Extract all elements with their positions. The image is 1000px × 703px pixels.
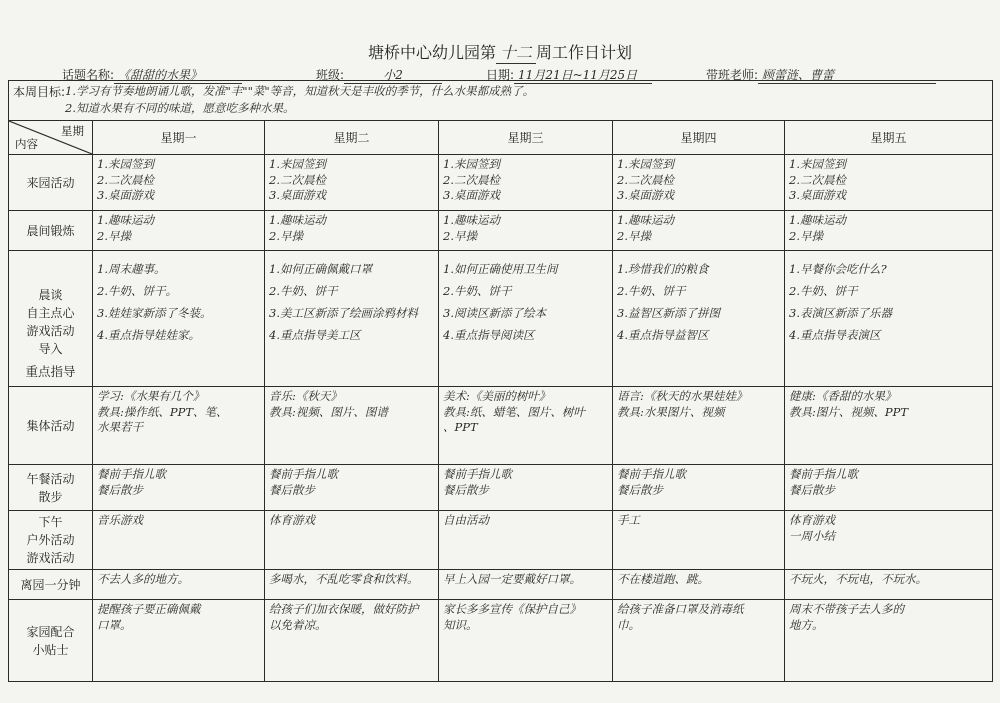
cell-line: 教具:操作纸、PPT、笔、 xyxy=(97,404,228,419)
row-afternoon-outdoor xyxy=(9,511,993,570)
cell-line: 地方。 xyxy=(789,617,824,632)
cell-line: 教具:纸、蜡笔、图片、树叶 xyxy=(443,404,585,419)
cell-group-activity-day4 xyxy=(613,387,785,465)
cell-line: 餐后散步 xyxy=(617,482,663,497)
cell-line: 巾。 xyxy=(617,617,640,632)
cell-line: 3.美工区新添了绘画涂鸦材料 xyxy=(269,305,418,320)
cell-line: 餐前手指儿歌 xyxy=(617,467,686,481)
day-header-3: 星期三 xyxy=(439,121,613,155)
cell-line: 、PPT xyxy=(443,420,478,435)
cell-line: 语言:《秋天的水果娃娃》 xyxy=(617,389,748,403)
weekly-goal-line-1: 1.学习有节奏地朗诵儿歌，发准"丰""菜"等音，知道秋天是丰收的季节，什么水果都成熟了。 xyxy=(65,84,535,98)
cell-line: 口罩。 xyxy=(97,617,132,632)
row-leaving xyxy=(9,570,993,600)
cell-line: 周末不带孩子去人多的 xyxy=(789,602,904,616)
cell-group-activity-day1 xyxy=(93,387,265,465)
cell-lunch-walk-day5 xyxy=(785,465,993,511)
cell-line: 4.重点指导娃娃家。 xyxy=(97,327,200,342)
cell-line: 2.早操 xyxy=(443,228,477,243)
cell-line: 一周小结 xyxy=(789,528,835,543)
cell-line: 2.牛奶、饼干。 xyxy=(97,283,177,298)
cell-line: 1.珍惜我们的粮食 xyxy=(617,262,709,276)
cell-line: 多喝水，不乱吃零食和饮料。 xyxy=(269,572,419,586)
row-label-line: 来园活动 xyxy=(26,175,75,190)
row-label-line: 户外活动 xyxy=(26,533,75,547)
cell-line: 餐后散步 xyxy=(269,482,315,497)
cell-line: 3.益智区新添了拼图 xyxy=(617,305,720,320)
class-value: 小2 xyxy=(344,66,442,84)
cell-morning-exercise-day4 xyxy=(613,211,785,251)
cell-line: 教具:水果图片、视频 xyxy=(617,404,725,419)
cell-line: 1.如何正确使用卫生间 xyxy=(443,262,558,276)
title-prefix: 塘桥中心幼儿园第 xyxy=(367,43,496,62)
weekly-goal-label: 本周目标: xyxy=(13,85,66,99)
cell-morning-talk-day4 xyxy=(613,251,785,387)
row-label-line: 游戏活动 xyxy=(26,551,75,565)
cell-lunch-walk-day3 xyxy=(439,465,613,511)
cell-line: 4.重点指导益智区 xyxy=(617,327,709,342)
cell-group-activity-day5 xyxy=(785,387,993,465)
cell-line: 2.二次晨检 xyxy=(269,172,326,187)
cell-afternoon-outdoor-day5 xyxy=(785,511,993,570)
day-header-5: 星期五 xyxy=(785,121,993,155)
cell-line: 1.来园签到 xyxy=(269,157,326,171)
cell-morning-exercise-day5 xyxy=(785,211,993,251)
cell-line: 1.来园签到 xyxy=(617,157,674,171)
row-group-activity xyxy=(9,387,993,465)
row-label-line: 小贴士 xyxy=(32,642,69,657)
cell-arrival-day3 xyxy=(439,155,613,211)
row-label-group-activity xyxy=(9,387,93,465)
corner-header-cell xyxy=(9,121,93,155)
cell-line: 3.桌面游戏 xyxy=(269,188,326,203)
row-label-line: 游戏活动 xyxy=(26,323,75,338)
cell-home-tips-day4 xyxy=(613,600,785,682)
cell-line: 学习:《水果有几个》 xyxy=(97,389,205,403)
day-header-row xyxy=(9,121,993,155)
teacher-value: 顾蕾涟、曹蕾 xyxy=(758,66,936,84)
row-label-lunch-walk xyxy=(9,465,93,511)
cell-line: 餐后散步 xyxy=(97,482,143,497)
cell-line: 3.桌面游戏 xyxy=(443,188,500,203)
date-value: 11月21日~11月25日 xyxy=(514,66,652,84)
cell-line: 以免着凉。 xyxy=(269,617,327,632)
cell-line: 1.趣味运动 xyxy=(789,213,846,227)
cell-line: 2.早操 xyxy=(97,228,131,243)
plan-table xyxy=(8,80,993,682)
row-morning-exercise xyxy=(9,211,993,251)
cell-line: 2.早操 xyxy=(617,228,651,243)
cell-line: 餐前手指儿歌 xyxy=(443,467,512,481)
weekly-goal-lines xyxy=(65,83,534,116)
cell-line: 美术:《美丽的树叶》 xyxy=(443,389,551,403)
corner-content-label: 内容 xyxy=(15,137,38,151)
row-sub-label: 重点指导 xyxy=(25,364,76,380)
cell-leaving-day3 xyxy=(439,570,613,600)
cell-line: 2.牛奶、饼干 xyxy=(269,283,338,298)
cell-morning-exercise-day2 xyxy=(265,211,439,251)
cell-line: 给孩子们加衣保暖，做好防护 xyxy=(269,602,419,616)
cell-line: 2.二次晨检 xyxy=(617,172,674,187)
cell-leaving-day2 xyxy=(265,570,439,600)
cell-line: 不玩火，不玩电，不玩水。 xyxy=(789,572,927,586)
cell-line: 餐前手指儿歌 xyxy=(269,467,338,481)
cell-line: 4.重点指导阅读区 xyxy=(443,327,535,342)
cell-afternoon-outdoor-day3 xyxy=(439,511,613,570)
cell-line: 3.桌面游戏 xyxy=(617,188,674,203)
cell-line: 教具:图片、视频、PPT xyxy=(789,404,909,419)
cell-leaving-day5 xyxy=(785,570,993,600)
cell-line: 1.周末趣事。 xyxy=(97,262,166,276)
cell-line: 3.桌面游戏 xyxy=(97,188,154,203)
cell-line: 家长多多宣传《保护自己》 xyxy=(443,602,581,616)
cell-line: 1.来园签到 xyxy=(443,157,500,171)
cell-line: 知识。 xyxy=(443,617,478,632)
row-arrival xyxy=(9,155,993,211)
cell-line: 水果若干 xyxy=(97,420,143,435)
row-lunch-walk xyxy=(9,465,993,511)
cell-lunch-walk-day4 xyxy=(613,465,785,511)
cell-line: 2.牛奶、饼干 xyxy=(789,283,858,298)
cell-line: 1.趣味运动 xyxy=(97,213,154,227)
row-label-line: 午餐活动 xyxy=(26,471,75,486)
cell-line: 自由活动 xyxy=(443,513,489,527)
cell-morning-exercise-day3 xyxy=(439,211,613,251)
cell-line: 4.重点指导表演区 xyxy=(789,327,881,342)
row-label-leaving xyxy=(9,570,93,600)
day-header-1: 星期一 xyxy=(93,121,265,155)
row-label-line: 集体活动 xyxy=(26,418,75,433)
cell-arrival-day1 xyxy=(93,155,265,211)
cell-morning-talk-day2 xyxy=(265,251,439,387)
cell-home-tips-day5 xyxy=(785,600,993,682)
teacher-label: 带班老师: xyxy=(706,68,759,82)
row-label-line: 家园配合 xyxy=(26,624,75,639)
row-home-tips xyxy=(9,600,993,682)
cell-line: 提醒孩子要正确佩戴 xyxy=(97,602,201,616)
cell-lunch-walk-day2 xyxy=(265,465,439,511)
row-morning-talk xyxy=(9,251,993,387)
cell-morning-exercise-day1 xyxy=(93,211,265,251)
cell-line: 3.娃娃家新添了冬装。 xyxy=(97,305,212,320)
cell-line: 1.来园签到 xyxy=(789,157,846,171)
day-header-4: 星期四 xyxy=(613,121,785,155)
topic-label: 话题名称: xyxy=(62,68,115,82)
cell-group-activity-day3 xyxy=(439,387,613,465)
row-label-afternoon-outdoor xyxy=(9,511,93,570)
cell-line: 不在楼道跑、跳。 xyxy=(617,572,709,586)
cell-leaving-day4 xyxy=(613,570,785,600)
cell-lunch-walk-day1 xyxy=(93,465,265,511)
weekly-goal-line-2: 2.知道水果有不同的味道，愿意吃多种水果。 xyxy=(65,100,295,115)
cell-line: 4.重点指导美工区 xyxy=(269,327,361,342)
row-label-home-tips xyxy=(9,600,93,682)
week-number: 十二 xyxy=(496,40,536,64)
cell-arrival-day5 xyxy=(785,155,993,211)
weekly-goal-cell xyxy=(9,81,993,121)
cell-line: 2.牛奶、饼干 xyxy=(617,283,686,298)
cell-group-activity-day2 xyxy=(265,387,439,465)
topic-value: 《甜甜的水果》 xyxy=(114,66,242,84)
row-label-line: 散步 xyxy=(38,489,63,504)
page-title xyxy=(0,40,1000,64)
cell-morning-talk-day5 xyxy=(785,251,993,387)
cell-home-tips-day1 xyxy=(93,600,265,682)
row-label-line: 自主点心 xyxy=(26,305,75,320)
day-header-2: 星期二 xyxy=(265,121,439,155)
cell-line: 餐后散步 xyxy=(443,482,489,497)
title-suffix: 周工作日计划 xyxy=(536,43,633,62)
cell-line: 体育游戏 xyxy=(789,513,835,527)
cell-line: 餐前手指儿歌 xyxy=(97,467,166,481)
corner-weekday-label: 星期 xyxy=(61,124,84,138)
cell-line: 餐前手指儿歌 xyxy=(789,467,858,481)
row-label-line: 导入 xyxy=(38,341,63,356)
cell-line: 3.桌面游戏 xyxy=(789,188,846,203)
cell-line: 3.阅读区新添了绘本 xyxy=(443,305,546,320)
cell-line: 1.趣味运动 xyxy=(443,213,500,227)
cell-line: 2.二次晨检 xyxy=(789,172,846,187)
cell-line: 餐后散步 xyxy=(789,482,835,497)
cell-line: 1.趣味运动 xyxy=(269,213,326,227)
cell-line: 体育游戏 xyxy=(269,513,315,527)
cell-line: 2.二次晨检 xyxy=(443,172,500,187)
cell-line: 1.趣味运动 xyxy=(617,213,674,227)
row-label-morning-exercise xyxy=(9,211,93,251)
cell-morning-talk-day3 xyxy=(439,251,613,387)
cell-line: 音乐游戏 xyxy=(97,513,143,527)
cell-line: 给孩子准备口罩及消毒纸 xyxy=(617,602,744,616)
date-label: 日期: xyxy=(486,68,515,82)
cell-home-tips-day2 xyxy=(265,600,439,682)
cell-line: 1.如何正确佩戴口罩 xyxy=(269,262,372,276)
cell-line: 早上入园一定要戴好口罩。 xyxy=(443,572,581,586)
cell-home-tips-day3 xyxy=(439,600,613,682)
row-label-line: 离园一分钟 xyxy=(20,577,81,592)
cell-line: 手工 xyxy=(617,513,640,527)
cell-line: 2.牛奶、饼干 xyxy=(443,283,512,298)
cell-line: 不去人多的地方。 xyxy=(97,572,189,586)
cell-line: 教具:视频、图片、图谱 xyxy=(269,404,388,419)
cell-line: 健康:《香甜的水果》 xyxy=(789,389,897,403)
cell-arrival-day4 xyxy=(613,155,785,211)
cell-line: 3.表演区新添了乐器 xyxy=(789,305,892,320)
cell-afternoon-outdoor-day1 xyxy=(93,511,265,570)
cell-line: 2.早操 xyxy=(789,228,823,243)
cell-morning-talk-day1 xyxy=(93,251,265,387)
cell-line: 1.来园签到 xyxy=(97,157,154,171)
row-label-line: 下午 xyxy=(38,515,63,529)
cell-line: 音乐:《秋天》 xyxy=(269,389,342,403)
cell-afternoon-outdoor-day4 xyxy=(613,511,785,570)
row-label-morning-talk xyxy=(9,251,93,387)
cell-afternoon-outdoor-day2 xyxy=(265,511,439,570)
cell-line: 2.早操 xyxy=(269,228,303,243)
row-label-line: 晨间锻炼 xyxy=(26,223,75,238)
row-label-arrival xyxy=(9,155,93,211)
class-label: 班级: xyxy=(316,68,345,82)
cell-line: 2.二次晨检 xyxy=(97,172,154,187)
row-label-line: 晨谈 xyxy=(38,287,63,302)
cell-arrival-day2 xyxy=(265,155,439,211)
cell-line: 1.早餐你会吃什么? xyxy=(789,262,887,276)
cell-leaving-day1 xyxy=(93,570,265,600)
